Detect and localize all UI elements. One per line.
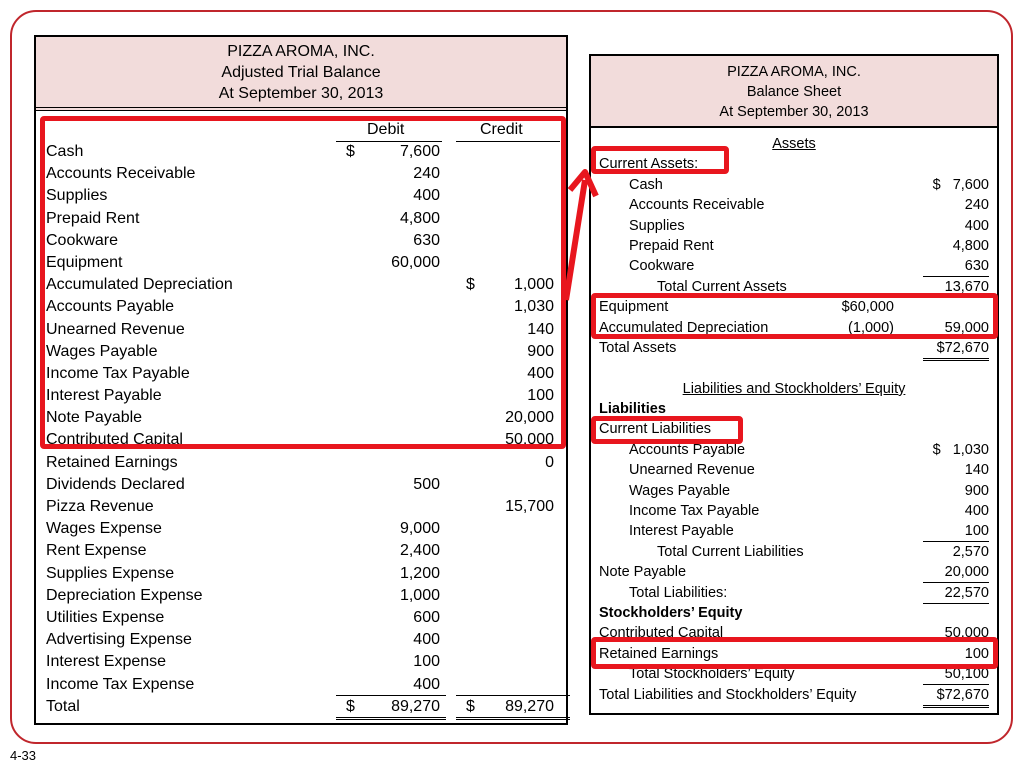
line-item-amount: 140 [964,462,989,479]
debit-amount: 1,200 [399,564,440,582]
account-name: Supplies [46,187,108,205]
line-item-label: Liabilities and Stockholders’ Equity [682,380,906,397]
debit-dollar-sign: $ [346,143,355,160]
debit-amount: 100 [413,653,440,671]
account-name: Depreciation Expense [46,586,203,604]
balance-sheet-company: PIZZA AROMA, INC. [727,64,861,80]
line-item-label: Unearned Revenue [629,462,755,479]
line-item-amount: 900 [964,482,989,499]
credit-amount: 0 [545,453,554,471]
account-name: Pizza Revenue [46,498,154,515]
debit-amount: 240 [413,165,440,183]
line-item-label: Prepaid Rent [629,237,714,254]
debit-amount: 89,270 [391,697,440,715]
balance-sheet-title: Balance Sheet [746,84,842,100]
account-name: Retained Earnings [46,453,178,471]
line-item-label: Current Liabilities [599,421,712,438]
account-name: Equipment [46,253,123,271]
account-name: Supplies Expense [46,564,175,582]
line-item-label: Income Tax Payable [629,503,760,520]
line-item-label: Contributed Capital [599,625,724,642]
line-item-amount: 50,100 [923,664,989,685]
line-item-label: Total Current Assets [657,278,787,295]
credit-amount: 1,030 [513,298,554,316]
slide-number: 4-33 [10,748,37,763]
credit-amount: 400 [527,364,554,382]
balance-sheet-date: At September 30, 2013 [719,104,869,120]
credit-header: Credit [480,121,523,138]
line-item-label: Total Liabilities and Stockholders’ Equity [599,686,857,703]
line-item-label: Liabilities [599,401,666,418]
debit-amount: 60,000 [391,253,440,271]
account-name: Income Tax Expense [46,675,195,693]
account-name: Wages Expense [46,520,162,538]
credit-dollar-sign: $ [466,276,475,294]
line-item-label: Accounts Receivable [629,197,765,214]
debit-amount: 1,000 [399,586,440,604]
account-name: Prepaid Rent [46,209,140,227]
line-item-label: Accumulated Depreciation [599,319,769,336]
account-name: Accumulated Depreciation [46,276,233,294]
line-item-label: Supplies [629,217,685,234]
line-item-label: Cookware [629,258,695,275]
debit-amount: 9,000 [399,520,440,538]
account-name: Note Payable [46,409,143,427]
debit-amount: 400 [413,187,440,205]
line-item-amount: 630 [923,256,989,277]
line-item-label: Current Assets: [599,156,699,173]
account-name: Utilities Expense [46,608,165,626]
line-item-label: Equipment [599,299,669,316]
debit-amount: 400 [413,675,440,693]
line-item-label: Wages Payable [629,482,731,499]
account-name: Total [46,697,80,715]
debit-amount: 7,600 [399,143,440,160]
debit-header: Debit [367,121,405,138]
line-item-label: Accounts Payable [629,441,746,458]
account-name: Rent Expense [46,542,147,560]
line-item-amount: $72,670 [923,685,989,708]
line-item-amount: 400 [964,217,989,234]
debit-amount: 500 [413,475,440,493]
trial-balance-title: Adjusted Trial Balance [221,64,381,81]
credit-dollar-sign: $ [466,697,475,715]
account-name: Income Tax Payable [46,364,190,382]
line-item-label: Total Liabilities: [629,584,728,601]
account-name: Dividends Declared [46,475,185,493]
line-item-label: Total Stockholders’ Equity [629,666,795,683]
account-name: Advertising Expense [46,631,192,649]
line-item-label: Total Assets [599,339,677,356]
line-item-amount: 400 [964,503,989,520]
account-name: Unearned Revenue [46,320,185,338]
line-item-label: Stockholders’ Equity [599,604,743,621]
line-item-label: Assets [772,136,816,152]
account-name: Contributed Capital [46,431,183,449]
account-name: Cash [46,143,84,160]
line-item-amount: 50,000 [944,625,989,642]
line-item-label: Total Current Liabilities [657,543,804,560]
line-item-amount: 59,000 [923,318,989,339]
line-item-amount: 100 [923,644,989,665]
line-item-amount: 22,570 [923,583,989,604]
credit-amount: 1,000 [513,276,554,294]
credit-amount: 15,700 [505,498,554,515]
account-name: Interest Payable [46,387,162,405]
line-item-amount: $ 7,600 [932,176,989,193]
credit-amount: 100 [527,387,554,405]
credit-amount: 89,270 [505,697,554,715]
credit-amount: 50,000 [505,431,554,449]
line-item-amount: 2,570 [952,543,989,560]
trial-balance-company: PIZZA AROMA, INC. [227,43,375,60]
subtotal-amount: $60,000 [841,299,894,316]
line-item-label: Retained Earnings [599,645,719,662]
debit-amount: 2,400 [399,542,440,560]
line-item-amount: 13,670 [944,278,989,295]
credit-amount: 20,000 [505,409,554,427]
account-name: Cookware [46,231,119,249]
account-name: Accounts Receivable [46,165,196,183]
debit-amount: 4,800 [399,209,440,227]
subtotal-amount: (1,000) [848,318,894,339]
trial-balance-date: At September 30, 2013 [218,85,384,102]
credit-amount: 900 [527,342,554,360]
line-item-amount: 240 [964,197,989,214]
line-item-amount: $72,670 [923,338,989,361]
line-item-amount: 100 [923,521,989,542]
line-item-label: Interest Payable [629,523,734,540]
line-item-amount: $ 1,030 [932,441,989,458]
account-name: Wages Payable [46,342,158,360]
account-name: Accounts Payable [46,298,175,316]
debit-amount: 600 [413,608,440,626]
account-name: Interest Expense [46,653,167,671]
credit-amount: 140 [527,320,554,338]
line-item-amount: 20,000 [923,562,989,583]
debit-amount: 630 [413,231,440,249]
line-item-label: Cash [629,176,663,193]
line-item-amount: 4,800 [952,237,989,254]
debit-dollar-sign: $ [346,697,355,715]
debit-amount: 400 [413,631,440,649]
line-item-label: Note Payable [599,564,687,581]
